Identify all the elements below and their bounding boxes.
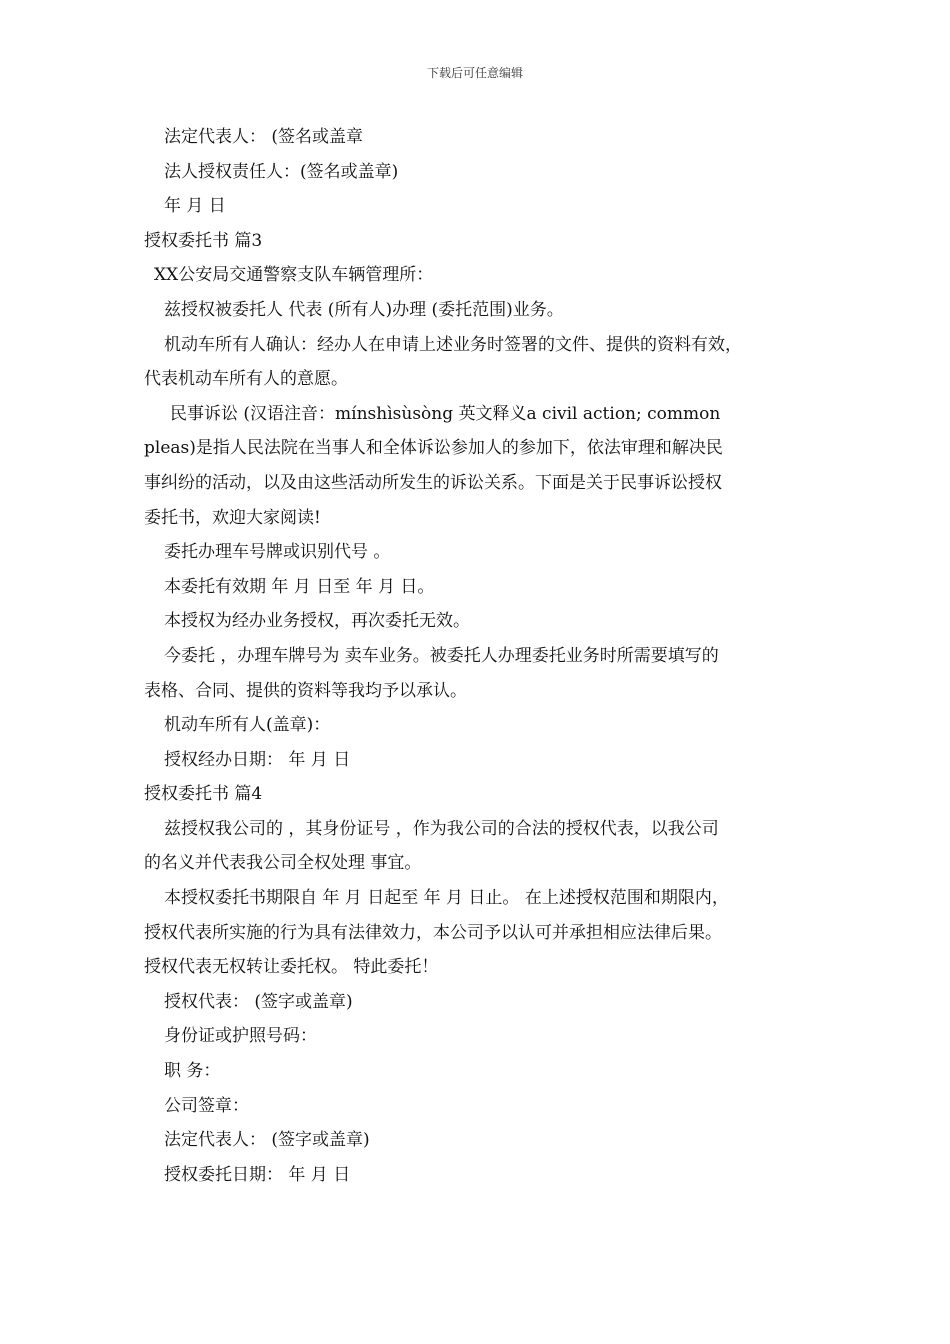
text-line: 身份证或护照号码： <box>164 1026 317 1047</box>
document-body <box>144 120 812 1192</box>
text-line: 职 务： <box>164 1061 221 1082</box>
text-line: 表格、合同、提供的资料等我均予以承认。 <box>144 680 467 701</box>
text-line: 法定代表人： (签名或盖章 <box>164 127 364 147</box>
text-line: 法人授权责任人：(签名或盖章) <box>164 161 399 182</box>
text-line: 代表机动车所有人的意愿。 <box>144 369 348 390</box>
text-line: 本授权委托书期限自 年 月 日起至 年 月 日止。 在上述授权范围和期限内， <box>164 888 729 909</box>
text-line: 授权代表无权转让委托权。 特此委托！ <box>144 957 439 978</box>
text-line: 授权委托日期： 年 月 日 <box>164 1164 351 1185</box>
text-line: XX公安局交通警察支队车辆管理所： <box>154 265 434 286</box>
text-line: 事纠纷的活动，以及由这些活动所发生的诉讼关系。下面是关于民事诉讼授权 <box>144 472 722 493</box>
text-line: 授权经办日期： 年 月 日 <box>164 749 351 770</box>
text-line: 委托办理车号牌或识别代号 。 <box>164 542 391 563</box>
text-line: 授权代表： (签字或盖章) <box>164 991 353 1012</box>
text-line: 年 月 日 <box>164 196 226 217</box>
text-line: 机动车所有人确认：经办人在申请上述业务时签署的文件、提供的资料有效， <box>164 334 742 355</box>
text-line: 兹授权被委托人 代表 (所有人)办理 (委托范围)业务。 <box>164 299 564 320</box>
page-header: 下载后可任意编辑 <box>426 66 523 80</box>
text-line: 授权代表所实施的行为具有法律效力，本公司予以认可并承担相应法律后果。 <box>144 922 722 943</box>
section-heading: 授权委托书 篇3 <box>144 230 263 251</box>
text-line: 兹授权我公司的 ，其身份证号 ，作为我公司的合法的授权代表，以我公司 <box>164 818 719 839</box>
text-line: 公司签章： <box>164 1095 249 1116</box>
text-line: 的名义并代表我公司全权处理 事宜。 <box>144 853 422 874</box>
text-line: pleas)是指人民法院在当事人和全体诉讼参加人的参加下，依法审理和解决民 <box>144 438 723 459</box>
text-line: 本委托有效期 年 月 日至 年 月 日。 <box>164 576 435 597</box>
text-line: 法定代表人： (签字或盖章) <box>164 1130 370 1151</box>
section-heading: 授权委托书 篇4 <box>144 784 263 805</box>
text-line: 今委托 ，办理车牌号为 卖车业务。被委托人办理委托业务时所需要填写的 <box>164 645 719 666</box>
text-line: 民事诉讼 (汉语注音：mínshìsùsòng 英文释义a civil action; common <box>170 403 721 424</box>
text-line: 本授权为经办业务授权，再次委托无效。 <box>164 611 470 632</box>
text-line: 机动车所有人(盖章)： <box>164 715 331 736</box>
text-line: 委托书，欢迎大家阅读! <box>144 507 321 528</box>
